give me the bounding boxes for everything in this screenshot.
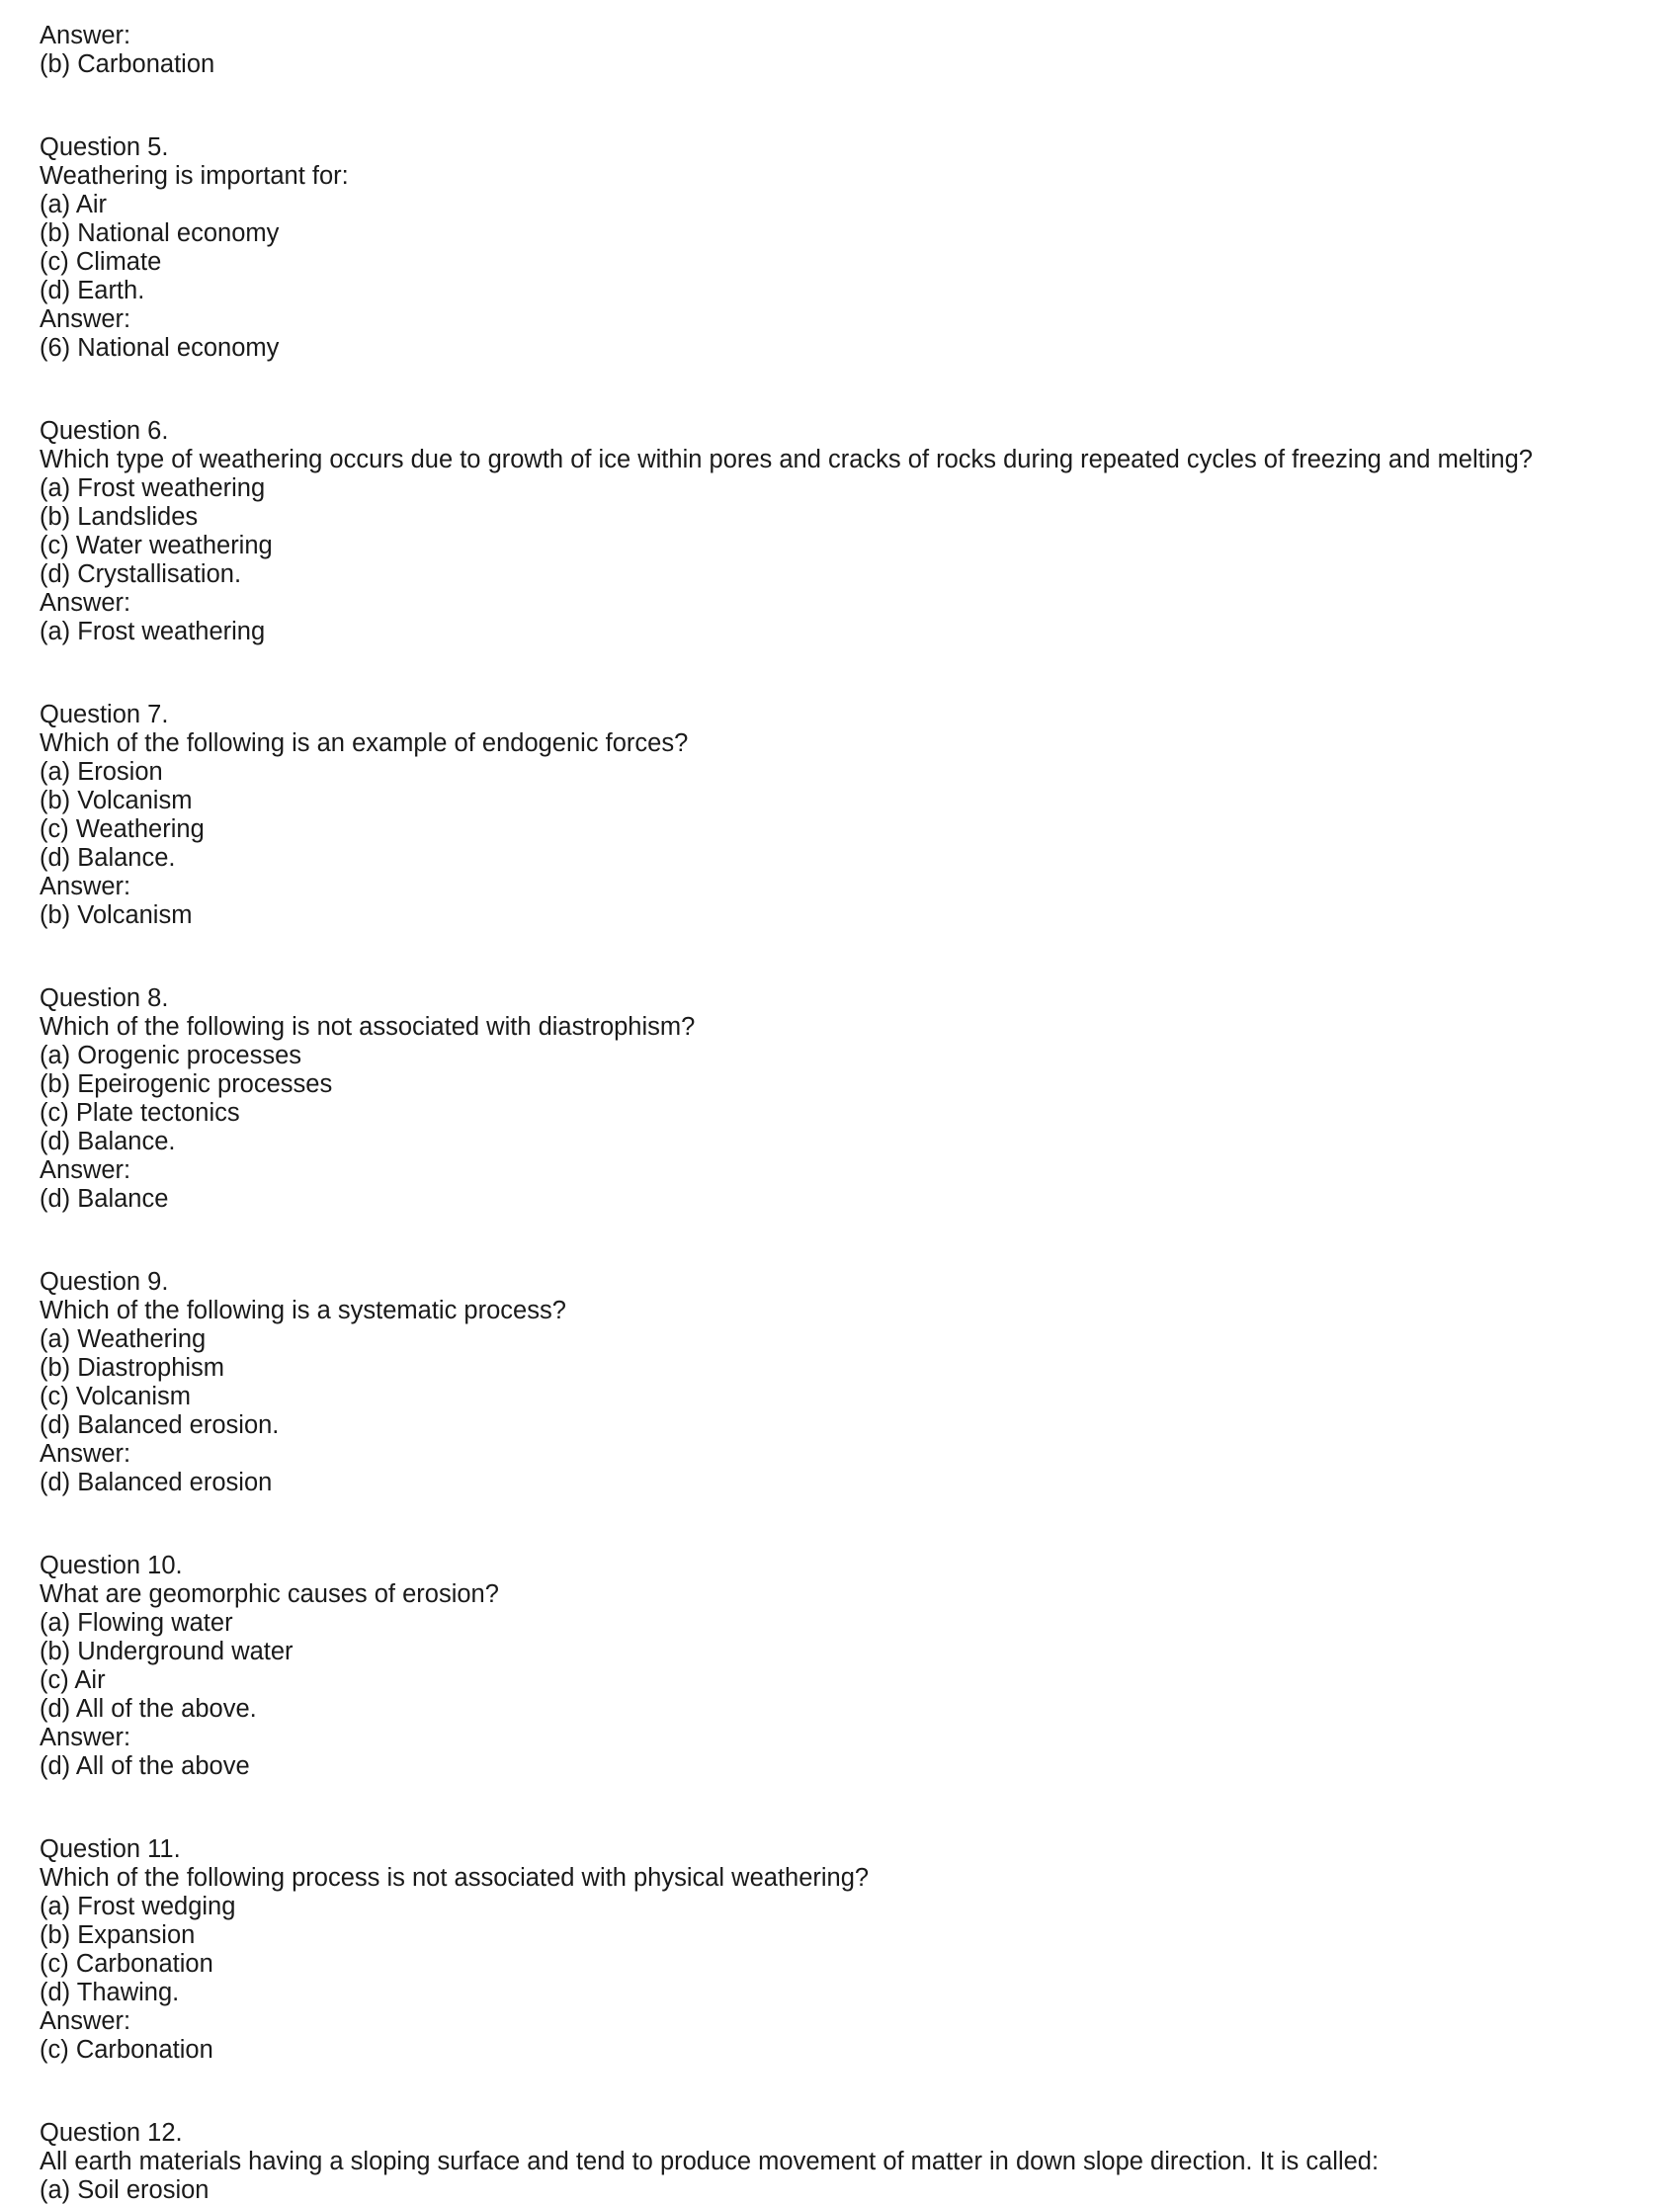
option-c: (c) Water weathering <box>40 532 273 559</box>
option-d: (d) Balanced erosion. <box>40 1411 280 1439</box>
option-b: (b) National economy <box>40 219 280 247</box>
option-d: (d) Balance. <box>40 1128 176 1155</box>
answer-label: Answer: <box>40 1724 131 1751</box>
answer-value: (c) Carbonation <box>40 2036 213 2064</box>
answer-value: (d) Balanced erosion <box>40 1469 273 1496</box>
question-number: Question 7. <box>40 701 169 728</box>
question-number: Question 9. <box>40 1268 169 1296</box>
question-text: Which of the following is not associated with diastrophism? <box>40 1013 696 1041</box>
question-text: Which of the following is an example of endogenic forces? <box>40 729 689 757</box>
answer-label: Answer: <box>40 1440 131 1468</box>
question-block <box>40 701 1660 930</box>
option-d: (d) Balance. <box>40 844 176 872</box>
option-b: (b) Volcanism <box>40 787 193 814</box>
option-a: (a) Soil erosion <box>40 2176 210 2204</box>
answer-label: Answer: <box>40 1156 131 1184</box>
question-number: Question 10. <box>40 1552 183 1579</box>
option-b: (b) Landslides <box>40 503 199 531</box>
option-d: (d) Earth. <box>40 277 145 304</box>
answer-value: (6) National economy <box>40 334 280 362</box>
option-b: (b) Expansion <box>40 1921 196 1949</box>
question-number: Question 11. <box>40 1835 181 1863</box>
question-text: Which of the following is a systematic process? <box>40 1297 566 1324</box>
question-number: Question 8. <box>40 984 169 1012</box>
option-c: (c) Climate <box>40 248 162 276</box>
answer-label: Answer: <box>40 589 131 617</box>
question-number: Question 12. <box>40 2119 183 2147</box>
question-number: Question 6. <box>40 417 169 445</box>
option-b: (b) Epeirogenic processes <box>40 1070 333 1098</box>
question-text: All earth materials having a sloping surface and tend to produce movement of matter in down slope direction. It is called: <box>40 2148 1380 2175</box>
option-d: (d) Thawing. <box>40 1979 180 2006</box>
option-b: (b) Diastrophism <box>40 1354 225 1382</box>
option-c: (c) Plate tectonics <box>40 1099 240 1127</box>
answer-value: (a) Frost weathering <box>40 618 266 645</box>
top-answer-block <box>40 22 1660 79</box>
answer-value: (d) Balance <box>40 1185 169 1213</box>
answer-value: (b) Volcanism <box>40 901 193 929</box>
option-a: (a) Air <box>40 191 108 218</box>
option-d: (d) Crystallisation. <box>40 560 242 588</box>
question-block <box>40 2119 1660 2205</box>
option-d: (d) All of the above. <box>40 1695 257 1723</box>
option-a: (a) Flowing water <box>40 1609 233 1637</box>
answer-value: (b) Carbonation <box>40 50 215 78</box>
question-number: Question 5. <box>40 133 169 161</box>
question-text: What are geomorphic causes of erosion? <box>40 1580 499 1608</box>
option-c: (c) Carbonation <box>40 1950 213 1978</box>
question-text: Which type of weathering occurs due to growth of ice within pores and cracks of rocks during repeated cycles of freezing and melting? <box>40 446 1533 473</box>
option-c: (c) Volcanism <box>40 1383 192 1410</box>
option-c: (c) Weathering <box>40 815 205 843</box>
answer-label: Answer: <box>40 873 131 900</box>
answer-value: (d) All of the above <box>40 1752 250 1780</box>
answer-label: Answer: <box>40 305 131 333</box>
option-a: (a) Frost wedging <box>40 1893 236 1920</box>
option-a: (a) Frost weathering <box>40 474 266 502</box>
question-text: Which of the following process is not associated with physical weathering? <box>40 1864 870 1892</box>
question-block <box>40 1552 1660 1781</box>
question-block <box>40 984 1660 1214</box>
document-page <box>40 22 1660 2205</box>
question-block <box>40 417 1660 646</box>
question-block <box>40 133 1660 363</box>
question-block <box>40 1268 1660 1497</box>
option-a: (a) Orogenic processes <box>40 1042 302 1069</box>
option-a: (a) Erosion <box>40 758 163 786</box>
option-b: (b) Underground water <box>40 1638 294 1665</box>
question-text: Weathering is important for: <box>40 162 349 190</box>
answer-label: Answer: <box>40 22 131 49</box>
option-c: (c) Air <box>40 1666 106 1694</box>
option-a: (a) Weathering <box>40 1325 207 1353</box>
answer-label: Answer: <box>40 2007 131 2035</box>
question-block <box>40 1835 1660 2065</box>
